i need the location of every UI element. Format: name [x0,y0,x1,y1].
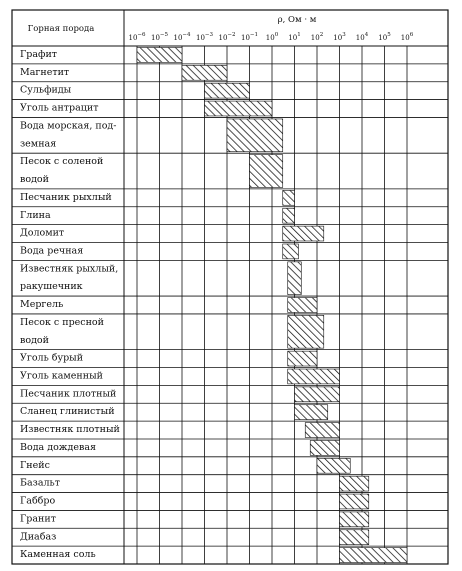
resistivity-range-bar [295,405,328,420]
rock-name-label [20,460,50,471]
tick-label: $10^2$ [310,32,324,42]
rock-name-line: водой [20,174,49,186]
rock-name-label [20,442,96,453]
rock-name-line: Магнетит [20,66,70,78]
tick-label: $10^5$ [378,32,391,42]
rock-name-line: Глина [20,209,51,221]
rock-name-line: Сульфиды [20,84,72,96]
rock-name-label [20,299,63,310]
rock-name-line: Габбро [20,495,56,507]
resistivity-range-bar [288,262,302,295]
rock-name-label [20,228,64,239]
rock-name-line: земная [20,138,57,150]
rock-name-label [20,67,69,78]
tick-label: $10^{-1}$ [240,32,259,42]
rock-name-label [20,549,96,560]
rock-name-line: Уголь бурый [20,352,84,364]
axis-label: ρ, Ом · м [277,15,317,25]
rock-name-line: Известняк плотный [20,424,120,436]
resistivity-range-bar [305,423,339,438]
rock-name-line: Каменная соль [20,549,96,561]
rock-name-label [20,192,112,203]
rock-name-line: Известняк рыхлый, [20,263,119,275]
rock-name-label [20,353,83,364]
rock-name-label [20,371,103,382]
resistivity-range-bar [288,298,317,313]
resistivity-range-bar [283,208,295,223]
rock-name-line: Уголь каменный [20,370,103,382]
resistivity-range-bar [283,244,299,259]
column-header: Горная порода [27,24,95,34]
tick-label: $10^{-4}$ [173,32,191,42]
resistivity-range-bar [295,387,340,402]
resistivity-range-bar [283,226,324,241]
resistivity-range-bar [250,155,283,188]
tick-label: $10^{-5}$ [150,32,169,42]
rock-name-label [20,388,116,399]
rock-name-line: Гнейс [20,459,50,471]
tick-label: $10^1$ [288,32,301,42]
resistivity-range-bar [182,65,227,80]
rock-name-label [20,496,55,507]
rock-name-label [20,406,115,417]
rock-name-line: Песок с пресной [20,316,104,328]
resistivity-range-bar [288,315,324,348]
rock-name-line: Песок с соленой [20,156,104,168]
rock-name-line: Вода речная [20,245,84,257]
resistivity-range-bar [340,494,369,509]
tick-label: $10^0$ [265,32,279,42]
rock-name-line: Сланец глинистый [20,406,115,418]
tick-label: $10^{-6}$ [128,32,146,42]
tick-label: $10^{-3}$ [195,32,214,42]
resistivity-range-bar [283,190,295,205]
rock-name-label [20,424,120,435]
rock-name-label [20,531,56,542]
tick-label: $10^6$ [400,32,414,42]
resistivity-range-bar [310,440,339,455]
rock-name-label [20,103,98,114]
tick-label: $10^4$ [355,32,369,42]
resistivity-range-bar [227,119,283,152]
resistivity-range-bar [288,369,340,384]
rock-name-label [20,513,56,524]
rock-name-label [20,245,83,256]
resistivity-range-bar [340,530,369,545]
resistivity-range-bar [205,101,273,116]
rock-name-line: ракушечник [20,281,83,293]
tick-label: $10^3$ [333,32,346,42]
rock-name-line: водой [20,334,49,346]
rock-name-line: Песчаник рыхлый [20,191,112,203]
resistivity-range-bar [340,548,408,563]
rock-name-line: Уголь антрацит [20,102,99,114]
resistivity-range-bar [317,458,350,473]
rock-name-line: Диабаз [20,531,57,543]
rock-name-line: Графит [20,49,58,60]
rock-name-line: Песчаник плотный [20,388,117,400]
resistivity-range-bar [205,83,250,98]
tick-label: $10^{-2}$ [218,32,236,42]
rock-name-line: Мергель [20,299,64,311]
rock-name-label [20,478,60,489]
resistivity-range-bar [288,351,317,366]
resistivity-range-bar [340,512,369,527]
resistivity-range-bar [340,476,369,491]
rock-name-line: Гранит [20,513,56,525]
rock-name-label [20,85,72,96]
resistivity-range-bar [137,48,182,63]
rock-name-label [20,210,51,221]
rock-name-line: Доломит [20,227,65,239]
rock-name-label [20,49,57,60]
rock-name-line: Базальт [20,477,60,489]
rock-name-line: Вода морская, под- [20,120,117,132]
rock-name-line: Вода дождевая [20,441,97,453]
